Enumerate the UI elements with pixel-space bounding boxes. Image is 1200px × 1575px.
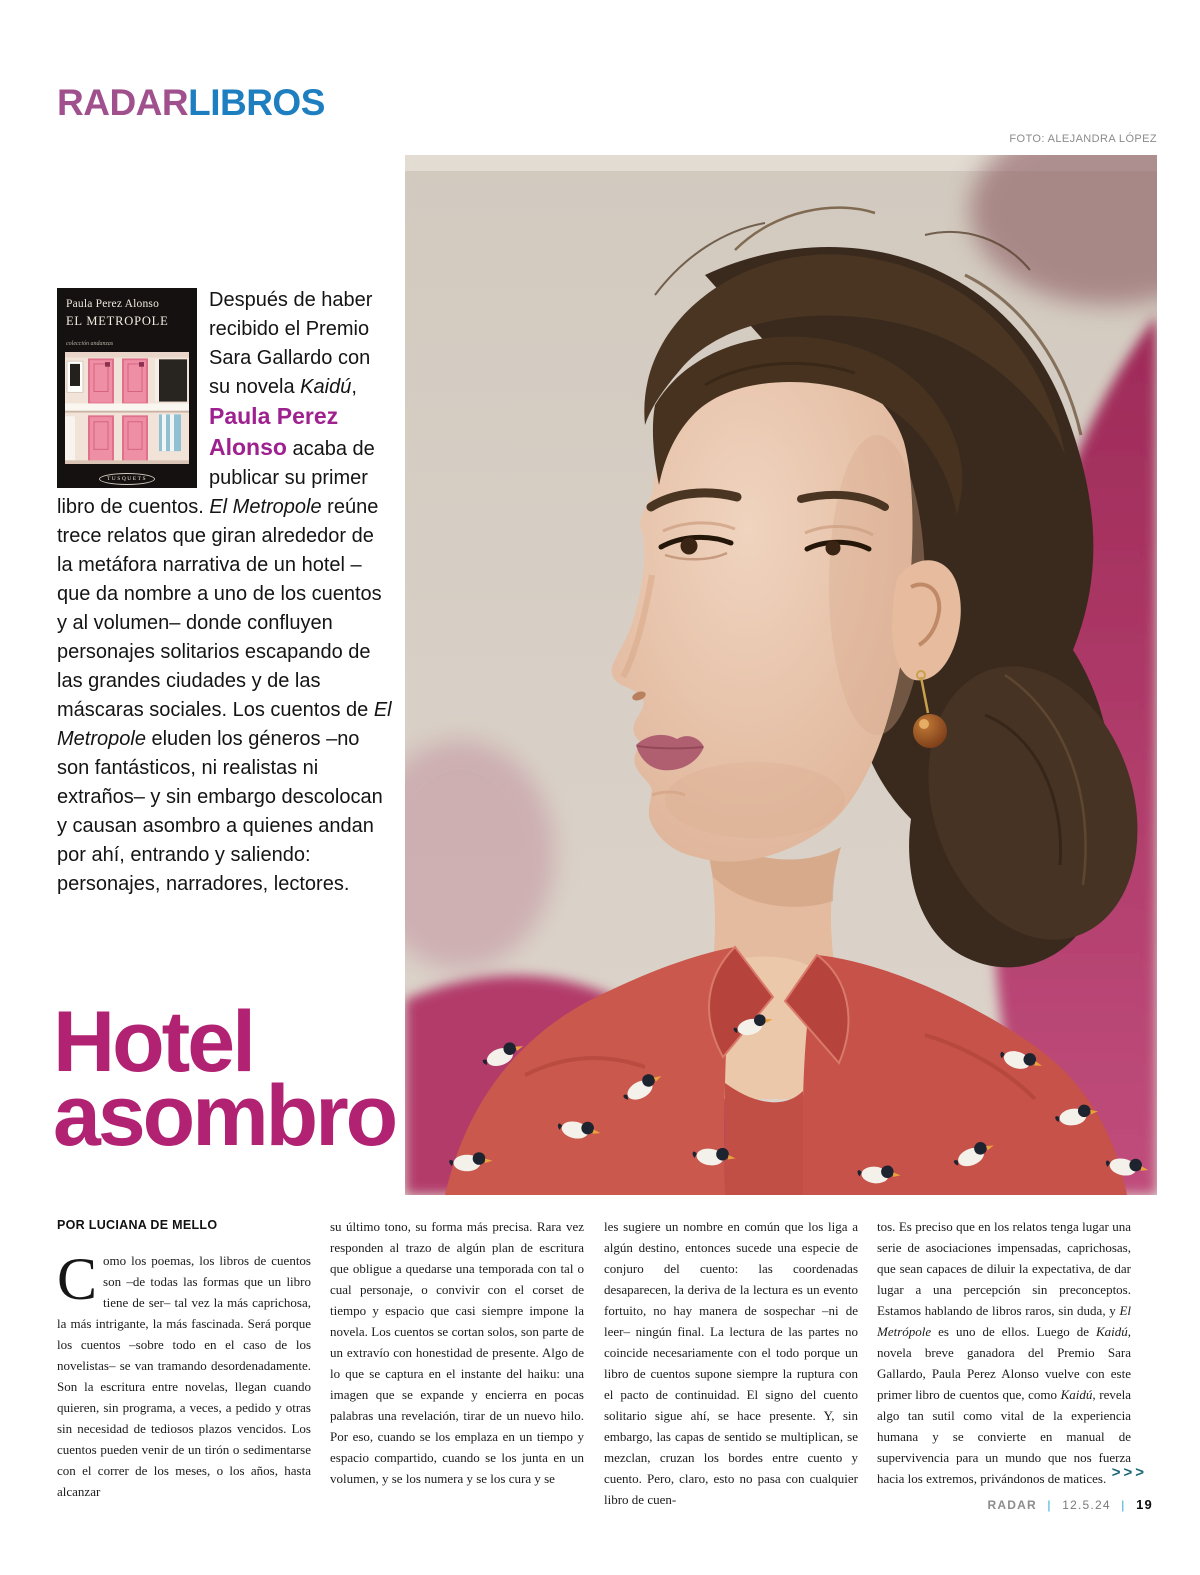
column-text: Como los poemas, los libros de cuentos son –de todas las formas que un libro tiene de ser– tal vez la más caprichosa, la más intrigante, la más fascinada. Será porque los cuentos –sobre todo en el caso de los novelistas– se van tramando desordenadamente. Son la escritura entre novelas, llegan cuando quieren, sin programa, a veces, a pedido y otras sin necesidad de tediosos plazos vencidos. Los cuentos pueden venir de un tirón o sedimentarse con el correr de los meses, o los años, hasta alcanzar: [57, 1246, 311, 1499]
article-column-4: [877, 1216, 1131, 1489]
byline: POR LUCIANA DE MELLO: [57, 1218, 218, 1232]
headline-line1: Hotel: [53, 994, 253, 1090]
article-column-1: [57, 1216, 311, 1502]
folio-separator: |: [1047, 1498, 1052, 1512]
portrait-photo: [405, 155, 1157, 1195]
book-cover: [57, 288, 197, 488]
book-cover-photo: [65, 352, 189, 464]
folio-date: 12.5.24: [1062, 1498, 1111, 1512]
publisher-logo: TUSQUETS: [57, 467, 197, 485]
page-folio: [988, 1497, 1154, 1512]
headline-line2: asombro: [53, 1068, 396, 1164]
section-header: [57, 82, 325, 124]
folio-page-number: 19: [1136, 1497, 1153, 1512]
column-text: les sugiere un nombre en común que los liga a algún destino, entonces sucede una especie de conjuro del cuento: las coordenadas desaparecen, la deriva de la lectura es un evento fortuito, no hay manera de sospechar –ni de leer– ningún final. La lectura de las partes no coincide necesariamente con el todo porque un libro de cuentos supone siempre la ruptura con el pacto de continuidad. El signo del cuento solitario sigue ahí, se hace presente. Y, sin embargo, las capas de sentido se multiplican, se mezclan, cruzan los bordes entre cuento y cuento. Pero, claro, esto no pasa con cualquier libro de cuen-: [604, 1219, 858, 1507]
column-text: su último tono, su forma más precisa. Rara vez responden al trazo de algún plan de escritura que obligue a quedarse una temporada con tal o cual personaje, o convivir con el corset de tiempo y espacio que casi siempre impone la novela. Los cuentos se cortan solos, son parte de un extravío con honestidad de presente. Algo de lo que se captura en el instante del haiku: una imagen que se expande y encierra en pocas palabras una revelación, tirar de un nuevo hilo. Por eso, cuando se los emplaza en un tiempo y espacio compartido, cuando se los junta en un volumen, y se los numera y se los cura y se: [330, 1219, 584, 1486]
intro-paragraph: Después de haber recibido el Premio Sara Gallardo con su novela Kaidú, Paula Perez Alonso acaba de publicar su primer libro de cuentos. El Metropole reúne trece relatos que giran alrededor de la metáfora narrativa de un hotel –que da nombre a uno de los cuentos y al volumen– donde confluyen personajes solitarios escapando de las grandes ciudades y de las máscaras sociales. Los cuentos de El Metropole eluden los géneros –no son fantásticos, ni realistas ni extraños– y sin embargo descolocan y causan asombro a quienes andan por ahí, entrando y saliendo: personajes, narradores, lectores.: [57, 289, 392, 895]
brand-radar: RADAR: [57, 82, 189, 123]
article-column-2: [330, 1216, 584, 1489]
brand-libros: LIBROS: [188, 82, 325, 123]
folio-separator: |: [1121, 1498, 1126, 1512]
column-text: tos. Es preciso que en los relatos tenga lugar una serie de asociaciones impensadas, caprichosas, que sean capaces de diluir la expectativa, de dar lugar a una percepción sin preconceptos. Estamos hablando de libros raros, sin duda, y El Metrópole es uno de ellos. Luego de Kaidú, novela breve ganadora del Premio Sara Gallardo, Paula Perez Alonso vuelve con este primer libro de cuentos que, como Kaidú, revela algo tan sutil como vital de la experiencia humana y se convierte en manual de supervivencia para un mundo que nos fuerza hacia los extremos, privándonos de matices.: [877, 1219, 1131, 1486]
portrait-illustration: [405, 155, 1157, 1195]
book-cover-title: EL METROPOLE: [66, 314, 169, 328]
intro-block: [57, 286, 393, 899]
book-cover-collection: colección andanzas: [66, 341, 114, 347]
book-cover-author: Paula Perez Alonso: [66, 298, 160, 310]
photo-credit: FOTO: ALEJANDRA LÓPEZ: [1009, 133, 1157, 145]
folio-magazine: RADAR: [987, 1498, 1037, 1512]
article-column-3: [604, 1216, 858, 1510]
headline: [53, 994, 396, 1164]
continuation-marker: >>>: [1111, 1464, 1147, 1481]
motel-cover-art: [65, 352, 189, 464]
